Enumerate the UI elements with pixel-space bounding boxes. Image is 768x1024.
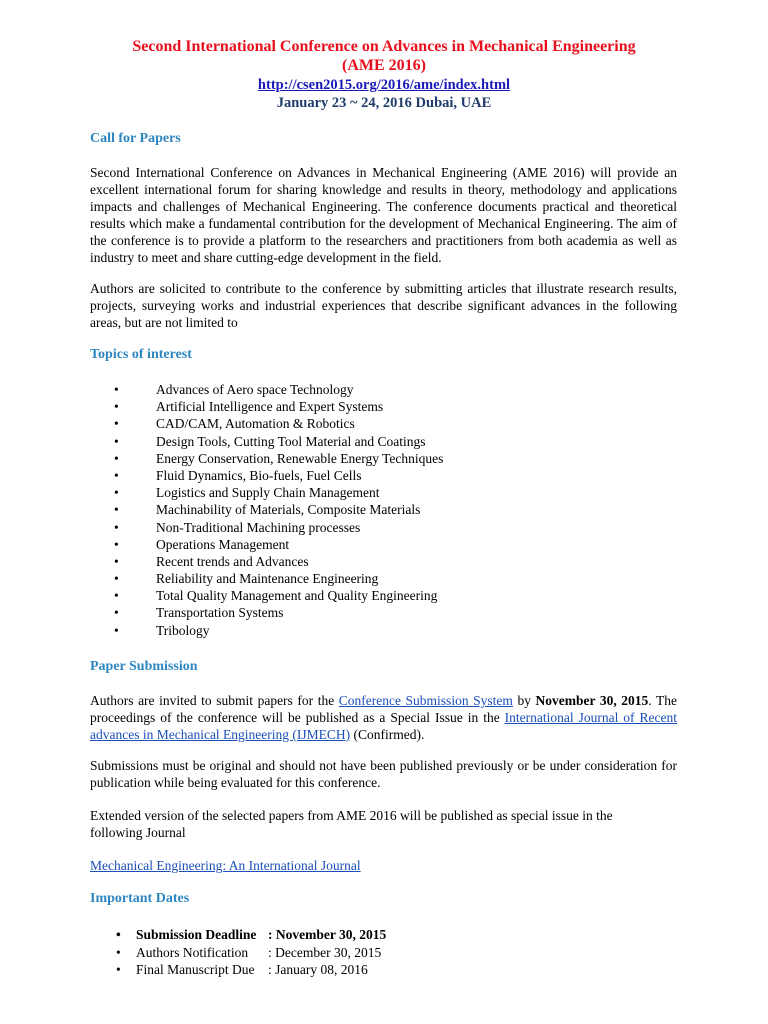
- topic-item: [114, 604, 443, 621]
- bullet-icon: •: [114, 502, 119, 518]
- bullet-icon: •: [114, 382, 119, 397]
- bullet-icon: •: [114, 485, 119, 501]
- paper-submission-paragraph-2: Submissions must be original and should not have been published previously or be under consideration for publication while being evaluated for this conference.: [90, 758, 677, 790]
- topic-item: [114, 622, 443, 639]
- bullet-icon: •: [114, 519, 119, 535]
- topic-label: Reliability and Maintenance Engineering: [156, 571, 379, 587]
- bullet-icon: •: [116, 927, 121, 942]
- topic-label: Logistics and Supply Chain Management: [156, 485, 380, 501]
- bullet-icon: •: [114, 536, 119, 552]
- paper-submission-heading: Paper Submission: [90, 659, 198, 674]
- submission-text-before: Authors are invited to submit papers for the: [90, 693, 339, 708]
- topic-label: Energy Conservation, Renewable Energy Techniques: [156, 450, 444, 466]
- topic-label: Machinability of Materials, Composite Materials: [156, 502, 421, 518]
- submission-deadline-text: November 30, 2015: [535, 693, 649, 708]
- bullet-icon: •: [114, 450, 119, 466]
- date-item: [116, 961, 386, 979]
- topic-item: [114, 587, 443, 604]
- bullet-icon: •: [114, 588, 119, 604]
- journal-link-line: [90, 857, 677, 874]
- conference-url-link[interactable]: http://csen2015.org/2016/ame/index.html: [257, 77, 511, 93]
- bullet-icon: •: [114, 416, 119, 432]
- important-dates-heading: Important Dates: [90, 891, 190, 906]
- conference-date-location: January 23 ~ 24, 2016 Dubai, UAE: [276, 95, 492, 111]
- topic-item: [114, 398, 443, 415]
- bullet-icon: •: [116, 962, 121, 977]
- call-for-papers-heading: Call for Papers: [90, 131, 181, 146]
- topic-label: Recent trends and Advances: [156, 553, 309, 569]
- call-for-papers-paragraph-1: Second International Conference on Advances in Mechanical Engineering (AME 2016) will provide an excellent international forum for sharing knowledge and results in theory, methodology and applications impacts and challenges of Mechanical Engineering. The conference documents practical and theoretical results which make a fundamental contribution for the development of Mechanical Engineering. The aim of the conference is to provide a platform to the researchers and practitioners from both academia as well as industry to meet and share cutting-edge development in the field.: [90, 165, 677, 265]
- topic-item: [114, 501, 443, 518]
- topic-item: [114, 536, 443, 553]
- topic-label: CAD/CAM, Automation & Robotics: [156, 416, 355, 432]
- topic-item: [114, 553, 443, 570]
- topic-item: [114, 519, 443, 536]
- bullet-icon: •: [114, 571, 119, 587]
- topic-label: Design Tools, Cutting Tool Material and Coatings: [156, 433, 426, 449]
- topic-label: Operations Management: [156, 536, 290, 552]
- bullet-icon: •: [114, 433, 119, 449]
- topics-heading: Topics of interest: [90, 347, 192, 362]
- paper-submission-paragraph-1: [90, 692, 677, 743]
- conference-title-line2: (AME 2016): [342, 57, 426, 74]
- conference-header: [0, 37, 768, 112]
- paper-submission-paragraph-3: Extended version of the selected papers from AME 2016 will be published as special issue in the following Journal: [90, 808, 613, 840]
- important-dates-list: [116, 926, 386, 979]
- topic-item: [114, 415, 443, 432]
- topic-label: Transportation Systems: [156, 605, 284, 621]
- topic-item: [114, 450, 443, 467]
- ijmech-journal-link[interactable]: International Journal of Recent advances in Mechanical Engineering (IJMECH): [90, 710, 677, 742]
- submission-text-middle: . The proceedings of the conference will be published as a Special Issue in the: [90, 693, 677, 725]
- bullet-icon: •: [114, 622, 119, 638]
- date-value: : January 08, 2016: [268, 962, 368, 977]
- date-label: Final Manuscript Due: [136, 962, 255, 977]
- conference-submission-system-link[interactable]: Conference Submission System: [338, 693, 513, 708]
- topic-label: Total Quality Management and Quality Engineering: [156, 588, 438, 604]
- topic-item: [114, 484, 443, 501]
- date-label: Submission Deadline: [136, 927, 257, 942]
- bullet-icon: •: [114, 467, 119, 483]
- topic-item: [114, 433, 443, 450]
- topic-label: Fluid Dynamics, Bio-fuels, Fuel Cells: [156, 467, 362, 483]
- date-item: [116, 944, 386, 962]
- topics-list: [114, 381, 443, 639]
- topic-label: Advances of Aero space Technology: [156, 382, 354, 397]
- topic-label: Non-Traditional Machining processes: [156, 519, 361, 535]
- submission-text-by: by: [512, 693, 536, 708]
- bullet-icon: •: [116, 944, 121, 960]
- topic-label: Tribology: [156, 622, 210, 638]
- topic-item: [114, 381, 443, 398]
- bullet-icon: •: [114, 399, 119, 415]
- date-value: : December 30, 2015: [268, 944, 382, 960]
- date-label: Authors Notification: [136, 944, 249, 960]
- date-item: [116, 926, 386, 944]
- conference-title-line1: Second International Conference on Advances in Mechanical Engineering: [132, 38, 636, 55]
- submission-text-after: (Confirmed).: [350, 727, 425, 742]
- topic-label: Artificial Intelligence and Expert Systems: [156, 399, 384, 415]
- bullet-icon: •: [114, 605, 119, 621]
- date-value: : November 30, 2015: [268, 927, 387, 942]
- topic-item: [114, 467, 443, 484]
- topic-item: [114, 570, 443, 587]
- call-for-papers-paragraph-2: Authors are solicited to contribute to the conference by submitting articles that illustrate research results, projects, surveying works and industrial experiences that describe significant advances in the following areas, but are not limited to: [90, 281, 677, 330]
- mechanical-engineering-journal-link[interactable]: Mechanical Engineering: An International Journal: [90, 858, 361, 873]
- bullet-icon: •: [114, 553, 119, 569]
